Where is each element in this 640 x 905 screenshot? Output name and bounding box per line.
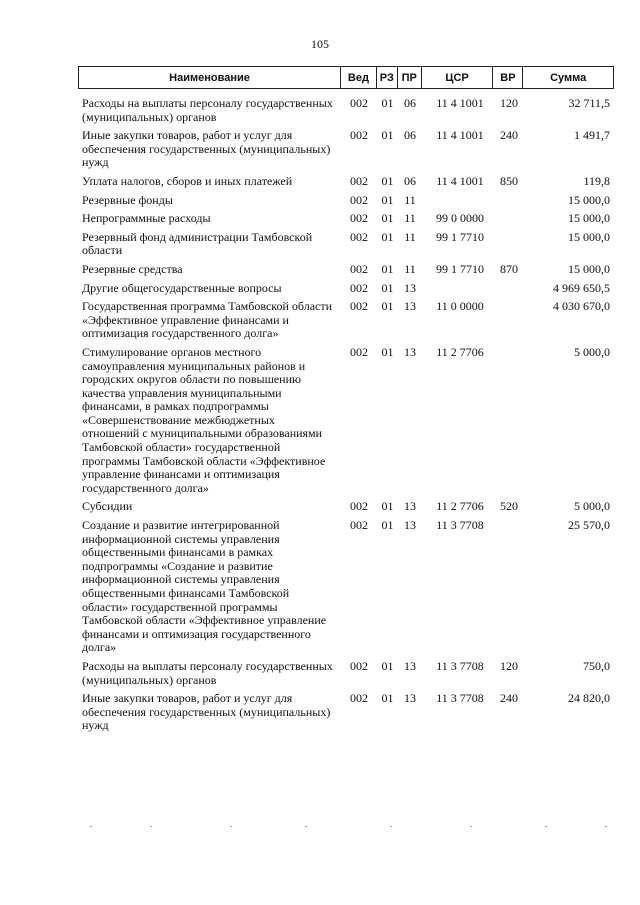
cell-vr [494,231,524,258]
cell-sum: 119,8 [583,173,610,188]
cell-csr: 99 1 7710 [436,229,484,244]
cell-csr: 11 4 1001 [436,128,484,143]
cell-ved: 002 [350,518,368,533]
cell-ved: 002 [350,192,368,207]
cell-csr: 99 1 7710 [436,261,484,276]
table-row [78,175,614,189]
cell-name: Резервный фонд администрации Тамбовской области [82,229,313,258]
cell-vr: 870 [500,261,518,276]
cell-vr [494,300,524,341]
cell-ved: 002 [350,280,368,295]
cell-rz: 01 [381,211,394,226]
budget-table [78,66,614,738]
cell-name: Резервные средства [82,261,183,276]
cell-vr [494,519,524,655]
cell-vr: 240 [500,128,518,143]
cell-sum: 5 000,0 [574,499,610,514]
cell-pr: 06 [404,128,416,143]
cell-rz: 01 [381,691,394,706]
cell-rz: 01 [381,261,394,276]
cell-name: Уплата налогов, сборов и иных платежей [82,173,293,188]
cell-csr: 99 0 0000 [436,211,484,226]
table-row [78,129,614,170]
cell-rz: 01 [381,128,394,143]
cell-pr: 06 [404,96,416,110]
cell-pr: 13 [404,499,416,514]
table-row [78,500,614,514]
cell-vr [494,194,524,208]
table-body [78,97,614,733]
header-ved: Вед [341,67,377,88]
cell-vr: 240 [500,691,518,706]
cell-rz: 01 [381,229,394,244]
cell-pr: 11 [404,261,416,276]
cell-pr: 11 [404,211,416,226]
table-row [78,692,614,733]
cell-sum: 5 000,0 [574,344,610,359]
cell-sum: 15 000,0 [568,192,610,207]
cell-rz: 01 [381,518,394,533]
scan-artifact-dots [90,826,610,830]
cell-vr: 520 [500,499,518,514]
cell-name: Непрограммные расходы [82,211,211,226]
cell-sum: 25 570,0 [568,518,610,533]
cell-sum: 15 000,0 [568,261,610,276]
cell-ved: 002 [350,261,368,276]
cell-rz: 01 [381,299,394,314]
cell-csr: 11 3 7708 [436,658,484,673]
cell-vr: 120 [500,96,518,110]
cell-pr: 11 [404,229,416,244]
cell-rz: 01 [381,192,394,207]
cell-csr: 11 4 1001 [436,96,484,110]
table-row [78,194,614,208]
cell-vr [494,212,524,226]
table-row [78,519,614,655]
cell-rz: 01 [381,344,394,359]
cell-ved: 002 [350,344,368,359]
cell-rz: 01 [381,173,394,188]
cell-sum: 4 969 650,5 [553,280,610,295]
cell-sum: 15 000,0 [568,211,610,226]
cell-name: Расходы на выплаты персоналу государственных (муниципальных) органов [82,96,333,124]
table-row [78,282,614,296]
cell-pr: 13 [404,299,416,314]
page-number: 105 [311,37,329,51]
cell-name: Иные закупки товаров, работ и услуг для обеспечения государственных (муниципальных) нужд [82,691,331,733]
cell-sum: 4 030 670,0 [553,299,610,314]
cell-ved: 002 [350,691,368,706]
cell-vr [494,282,524,296]
table-header [78,66,614,89]
cell-ved: 002 [350,128,368,143]
cell-name: Создание и развитие интегрированной информационной системы управления общественными финансами в рамках подпрограммы «Создание и развитие информационной системы управления общественными финансами Тамбовской области» государственной программы Тамбовской области «Эффективное управление финансами и оптимизация государственного долга» [82,518,327,655]
cell-name: Субсидии [82,499,133,514]
header-name: Наименование [79,67,341,88]
table-row [78,263,614,277]
cell-name: Государственная программа Тамбовской области «Эффективное управление финансами и оптимизация государственного долга» [82,299,333,341]
header-pr: ПР [398,67,422,88]
cell-pr: 06 [404,173,416,188]
cell-ved: 002 [350,173,368,188]
cell-pr: 13 [404,344,416,359]
cell-pr: 13 [404,691,416,706]
cell-rz: 01 [381,658,394,673]
cell-name: Резервные фонды [82,192,173,207]
cell-pr: 13 [404,658,416,673]
cell-name: Другие общегосударственные вопросы [82,280,282,295]
cell-rz: 01 [381,280,394,295]
cell-pr: 13 [404,518,416,533]
cell-sum: 32 711,5 [568,96,610,110]
cell-sum: 15 000,0 [568,229,610,244]
cell-sum: 24 820,0 [568,691,610,706]
cell-csr: 11 4 1001 [436,173,484,188]
header-vr: ВР [493,67,523,88]
cell-ved: 002 [350,96,368,110]
cell-pr: 13 [404,280,416,295]
cell-csr [422,282,494,296]
table-row [78,300,614,341]
header-rz: РЗ [377,67,398,88]
cell-sum: 1 491,7 [574,128,610,143]
cell-name: Стимулирование органов местного самоуправления муниципальных районов и городских округов области по повышению качества управления муниципальными финансами, в рамках подпрограммы «Совершенствование межбюджетных отношений с муниципальными образованиями Тамбовской области» государственной программы Тамбовской области «Эффективное управление финансами и оптимизация государственного долга» [82,344,326,495]
cell-sum: 750,0 [583,658,610,673]
table-row [78,346,614,496]
cell-pr: 11 [404,192,416,207]
cell-csr: 11 3 7708 [436,691,484,706]
cell-csr: 11 2 7706 [436,499,484,514]
cell-ved: 002 [350,499,368,514]
header-sum: Сумма [550,71,587,84]
cell-rz: 01 [381,499,394,514]
cell-vr: 850 [500,173,518,188]
cell-csr [422,194,494,208]
cell-vr: 120 [500,658,518,673]
table-row [78,231,614,258]
table-row [78,660,614,687]
cell-ved: 002 [350,229,368,244]
table-row [78,97,614,124]
cell-csr: 11 0 0000 [436,299,484,314]
cell-csr: 11 3 7708 [436,518,484,533]
cell-csr: 11 2 7706 [436,344,484,359]
cell-ved: 002 [350,658,368,673]
cell-name: Расходы на выплаты персоналу государственных (муниципальных) органов [82,658,333,687]
cell-rz: 01 [381,96,394,110]
table-row [78,212,614,226]
header-csr: ЦСР [422,67,494,88]
cell-name: Иные закупки товаров, работ и услуг для обеспечения государственных (муниципальных) нужд [82,128,331,170]
cell-ved: 002 [350,299,368,314]
cell-vr [494,346,524,496]
cell-ved: 002 [350,211,368,226]
